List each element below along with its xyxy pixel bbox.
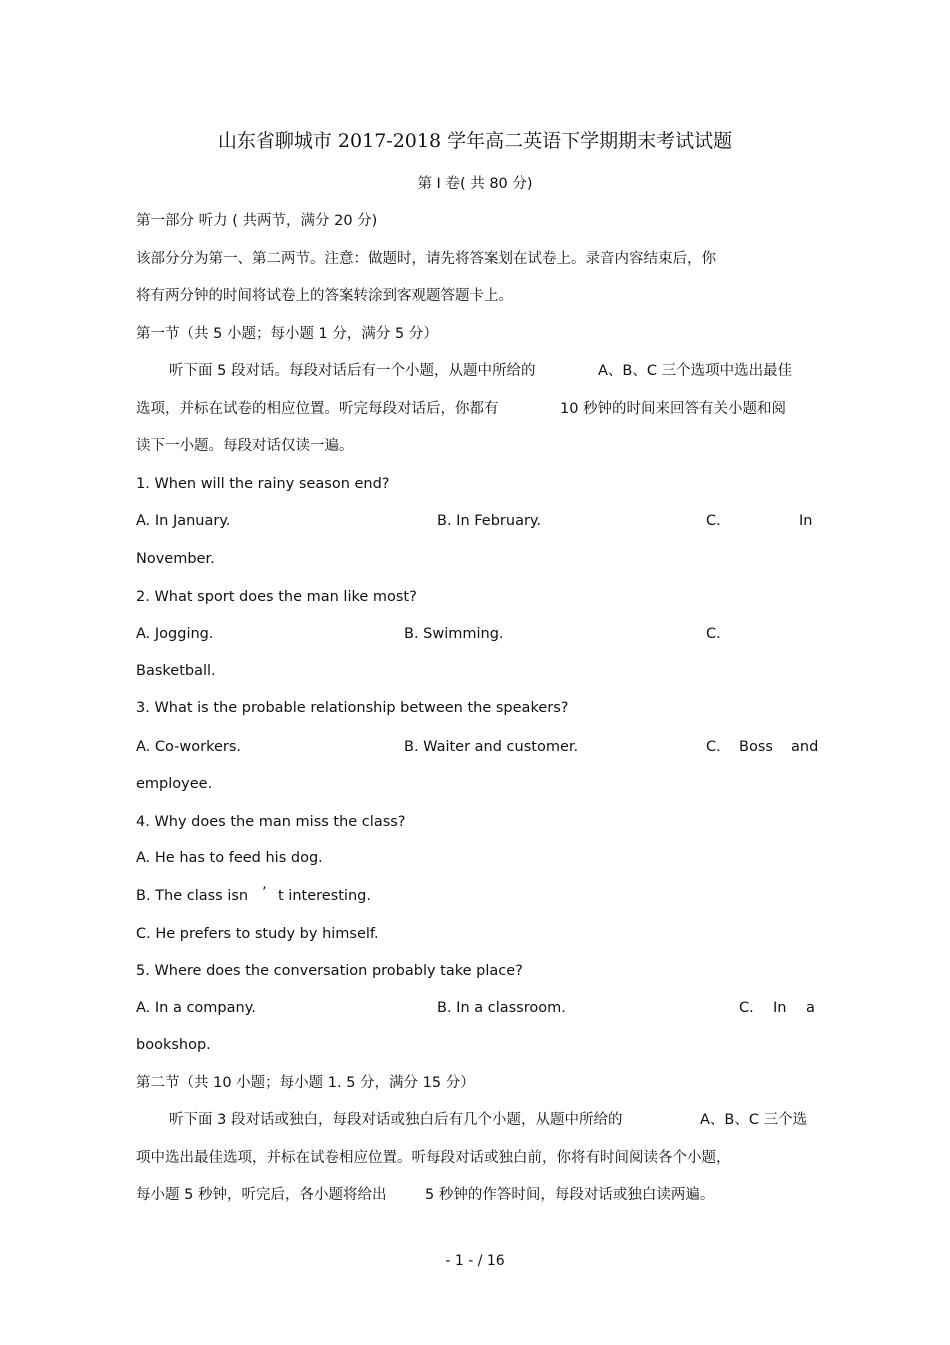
option-c: C. (706, 739, 721, 755)
option-b: B. Swimming. (404, 626, 504, 642)
option-c: In (773, 1000, 787, 1016)
option-b: t interesting. (278, 888, 371, 904)
option-a: A. In a company. (136, 1000, 256, 1016)
option-c: and (791, 739, 819, 755)
option-b: B. The class isn (136, 888, 249, 904)
option-b: B. Waiter and customer. (404, 739, 579, 755)
section1-instruction: 选项，并标在试卷的相应位置。听完每段对话后，你都有 (136, 401, 499, 417)
section2-instruction: 每小题 5 秒钟，听完后，各小题将给出 (136, 1187, 387, 1203)
option-c: Boss (739, 739, 773, 755)
option-c: C. (706, 626, 721, 642)
question-stem: 3. What is the probable relationship between the speakers? (136, 700, 569, 716)
option-c: a (806, 1000, 815, 1016)
question-stem: 1. When will the rainy season end? (136, 476, 390, 492)
section2-heading: 第二节（共 10 小题；每小题 1. 5 分，满分 15 分） (136, 1075, 475, 1091)
option-c: C. (706, 513, 721, 529)
option-b-apostrophe: ’ (262, 885, 267, 901)
part1-heading: 第一部分 听力 ( 共两节，满分 20 分) (136, 213, 378, 229)
section2-instruction: 5 秒钟的作答时间，每段对话或独白读两遍。 (425, 1187, 715, 1203)
section1-instruction: 读下一小题。每段对话仅读一遍。 (136, 438, 354, 454)
question-stem: 4. Why does the man miss the class? (136, 814, 406, 830)
volume-heading: 第 I 卷( 共 80 分) (417, 176, 533, 192)
option-c-continued: employee. (136, 776, 213, 792)
option-a: A. In January. (136, 513, 231, 529)
part1-note-line: 将有两分钟的时间将试卷上的答案转涂到客观题答题卡上。 (136, 288, 513, 304)
section1-heading: 第一节（共 5 小题；每小题 1 分，满分 5 分） (136, 326, 438, 342)
option-c-continued: Basketball. (136, 663, 216, 679)
option-a: A. He has to feed his dog. (136, 850, 323, 866)
part1-note-line: 该部分分为第一、第二两节。注意：做题时，请先将答案划在试卷上。录音内容结束后，你 (136, 251, 716, 267)
section1-instruction: 听下面 5 段对话。每段对话后有一个小题，从题中所给的 (169, 363, 536, 379)
section2-instruction: 项中选出最佳选项，并标在试卷相应位置。听每段对话或独白前，你将有时间阅读各个小题， (136, 1150, 731, 1166)
question-stem: 2. What sport does the man like most? (136, 589, 417, 605)
section1-instruction: A、B、C 三个选项中选出最佳 (598, 363, 793, 379)
page-number: - 1 - / 16 (445, 1253, 505, 1269)
option-c: C. He prefers to study by himself. (136, 926, 379, 942)
section2-instruction: 听下面 3 段对话或独白，每段对话或独白后有几个小题，从题中所给的 (169, 1112, 623, 1128)
section2-instruction: A、B、C 三个选 (700, 1112, 808, 1128)
option-c-continued: bookshop. (136, 1037, 211, 1053)
exam-title: 山东省聊城市 2017-2018 学年高二英语下学期期末考试试题 (217, 130, 733, 152)
option-c: In (799, 513, 813, 529)
option-b: B. In February. (437, 513, 542, 529)
option-a: A. Co-workers. (136, 739, 241, 755)
option-a: A. Jogging. (136, 626, 214, 642)
question-stem: 5. Where does the conversation probably take place? (136, 963, 523, 979)
option-c-continued: November. (136, 551, 215, 567)
option-b: B. In a classroom. (437, 1000, 566, 1016)
option-c: C. (739, 1000, 754, 1016)
section1-instruction: 10 秒钟的时间来回答有关小题和阅 (560, 401, 787, 417)
